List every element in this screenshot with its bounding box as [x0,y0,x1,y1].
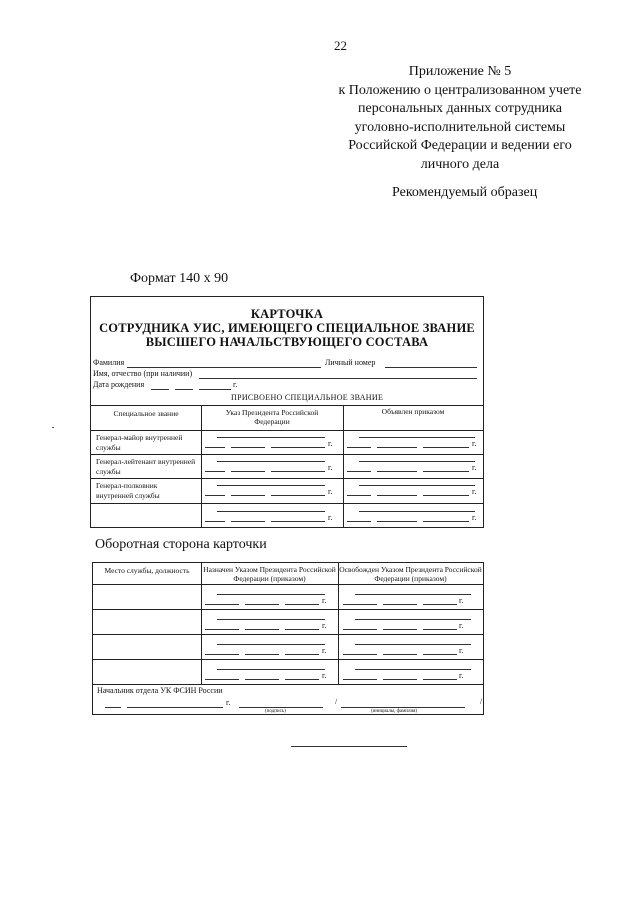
released-date-field[interactable] [343,679,377,680]
year-suffix: г. [472,439,477,448]
appointed-field[interactable] [217,594,325,595]
order-field[interactable] [359,461,475,462]
sign-date-field[interactable] [105,707,121,708]
released-date-field[interactable] [423,629,457,630]
decree-date-field[interactable] [205,471,225,472]
decree-date-field[interactable] [231,521,265,522]
order-date-field[interactable] [377,471,417,472]
table-divider [93,609,483,610]
released-field[interactable] [355,619,471,620]
column-header: Освобожден Указом Президента Российской Федерации (приказом) [339,565,482,583]
year-suffix: г. [322,671,327,680]
birth-month-field[interactable] [175,389,193,390]
initials-field[interactable] [341,707,465,708]
released-date-field[interactable] [343,629,377,630]
year-suffix: г. [328,439,333,448]
order-date-field[interactable] [423,471,469,472]
column-header: Специальное звание [113,409,179,418]
released-date-field[interactable] [383,654,417,655]
scan-mark [52,427,54,428]
appointed-field[interactable] [217,669,325,670]
sign-date-field[interactable] [127,707,223,708]
year-suffix: г. [472,487,477,496]
appointed-date-field[interactable] [245,654,279,655]
released-date-field[interactable] [383,604,417,605]
initials-caption: (инициалы, фамилия) [371,709,418,714]
order-date-field[interactable] [347,521,371,522]
name-field[interactable] [199,378,477,379]
appointed-date-field[interactable] [285,679,319,680]
column-header: Назначен Указом Президента Российской Федерации (приказом) [203,565,336,583]
appointed-date-field[interactable] [205,604,239,605]
appointed-date-field[interactable] [205,679,239,680]
released-date-field[interactable] [343,654,377,655]
footer-rule [291,746,407,747]
appendix-line: персональных данных сотрудника [358,101,562,116]
year-suffix: г. [328,513,333,522]
decree-field[interactable] [217,437,325,438]
decree-date-field[interactable] [231,495,265,496]
order-date-field[interactable] [423,521,469,522]
table-divider [91,430,483,431]
order-field[interactable] [359,437,475,438]
year-suffix: г. [322,621,327,630]
released-date-field[interactable] [383,629,417,630]
rank-label: Генерал-полковник внутренней службы [96,481,160,500]
released-field[interactable] [355,644,471,645]
table-divider [91,503,483,504]
order-date-field[interactable] [347,495,371,496]
appendix-header [320,63,600,174]
year-suffix: г. [322,596,327,605]
table-divider [93,584,483,585]
appendix-line: личного дела [420,156,500,172]
table-divider [201,405,202,527]
table-divider [93,659,483,660]
year-suffix: г. [322,646,327,655]
released-field[interactable] [355,669,471,670]
personal-number-field[interactable] [385,367,477,368]
birth-day-field[interactable] [151,389,169,390]
appointed-field[interactable] [217,619,325,620]
decree-date-field[interactable] [271,495,325,496]
year-suffix: г. [472,513,477,522]
slash-separator: / [480,697,483,706]
appointed-date-field[interactable] [205,654,239,655]
decree-date-field[interactable] [205,495,225,496]
order-date-field[interactable] [377,495,417,496]
order-date-field[interactable] [377,447,417,448]
page-number: 22 [334,38,347,53]
back-card [92,562,484,715]
decree-date-field[interactable] [231,471,265,472]
format-label: Формат 140 х 90 [130,271,229,286]
card-title-line: СОТРУДНИКА УИС, ИМЕЮЩЕГО СПЕЦИАЛЬНОЕ ЗВАНИЕ [99,321,475,335]
table-divider [343,405,344,527]
appointed-date-field[interactable] [245,629,279,630]
year-suffix: г. [472,463,477,472]
decree-field[interactable] [217,511,325,512]
back-side-title: Оборотная сторона карточки [95,537,267,552]
surname-field[interactable] [127,367,321,368]
table-divider [91,478,483,479]
name-label: Имя, отчество (при наличии) [93,369,193,378]
decree-date-field[interactable] [271,521,325,522]
year-suffix: г. [328,487,333,496]
front-card [90,296,484,528]
department-head-label: Начальник отдела УК ФСИН России [97,686,223,695]
appointed-date-field[interactable] [205,629,239,630]
decree-date-field[interactable] [231,447,265,448]
order-field[interactable] [359,485,475,486]
decree-field[interactable] [217,461,325,462]
decree-date-field[interactable] [205,447,225,448]
card-title-line: ВЫСШЕГО НАЧАЛЬСТВУЮЩЕГО СОСТАВА [145,335,429,349]
table-divider [93,684,483,685]
year-suffix: г. [459,646,464,655]
column-header: Место службы, должность [104,566,190,575]
sample-label: Рекомендуемый образец [392,185,538,200]
decree-field[interactable] [217,485,325,486]
order-date-field[interactable] [347,447,371,448]
year-suffix: г. [459,596,464,605]
column-header: Указ Президента Российской Федерации [225,408,319,426]
birth-date-label: Дата рождения [93,380,145,389]
appointed-date-field[interactable] [285,604,319,605]
appointed-date-field[interactable] [245,604,279,605]
decree-date-field[interactable] [271,447,325,448]
section-title: ПРИСВОЕНО СПЕЦИАЛЬНОЕ ЗВАНИЕ [231,393,384,402]
table-divider [93,634,483,635]
signature-field[interactable] [239,707,323,708]
released-date-field[interactable] [383,679,417,680]
year-suffix: г. [328,463,333,472]
year-suffix: г. [233,380,238,389]
appointed-date-field[interactable] [245,679,279,680]
order-date-field[interactable] [423,495,469,496]
year-suffix: г. [459,621,464,630]
appendix-line: уголовно-исполнительной системы [354,119,566,135]
appendix-line: к Положению о централизованном учете [338,82,582,98]
birth-year-field[interactable] [199,389,231,390]
order-date-field[interactable] [347,471,371,472]
released-date-field[interactable] [343,604,377,605]
table-divider [91,405,483,406]
column-header: Объявлен приказом [381,407,445,416]
order-date-field[interactable] [423,447,469,448]
released-field[interactable] [355,594,471,595]
order-date-field[interactable] [377,521,417,522]
signature-caption: (подпись) [265,709,286,714]
released-date-field[interactable] [423,654,457,655]
surname-label: Фамилия [93,358,125,367]
decree-date-field[interactable] [271,471,325,472]
rank-label: Генерал-лейтенант внутренней службы [96,457,196,476]
year-suffix: г. [459,671,464,680]
personal-number-label: Личный номер [325,358,376,367]
appointed-date-field[interactable] [285,654,319,655]
appendix-line: Приложение № 5 [408,64,512,79]
slash-separator: / [335,697,338,706]
released-date-field[interactable] [423,604,457,605]
released-date-field[interactable] [423,679,457,680]
appointed-field[interactable] [217,644,325,645]
decree-date-field[interactable] [205,521,225,522]
rank-label: Генерал-майор внутренней службы [96,433,183,452]
card-title-line: КАРТОЧКА [250,307,324,321]
year-suffix: г. [226,698,231,707]
appendix-line: Российской Федерации и ведении его [348,138,572,153]
appointed-date-field[interactable] [285,629,319,630]
order-field[interactable] [359,511,475,512]
table-divider [91,454,483,455]
